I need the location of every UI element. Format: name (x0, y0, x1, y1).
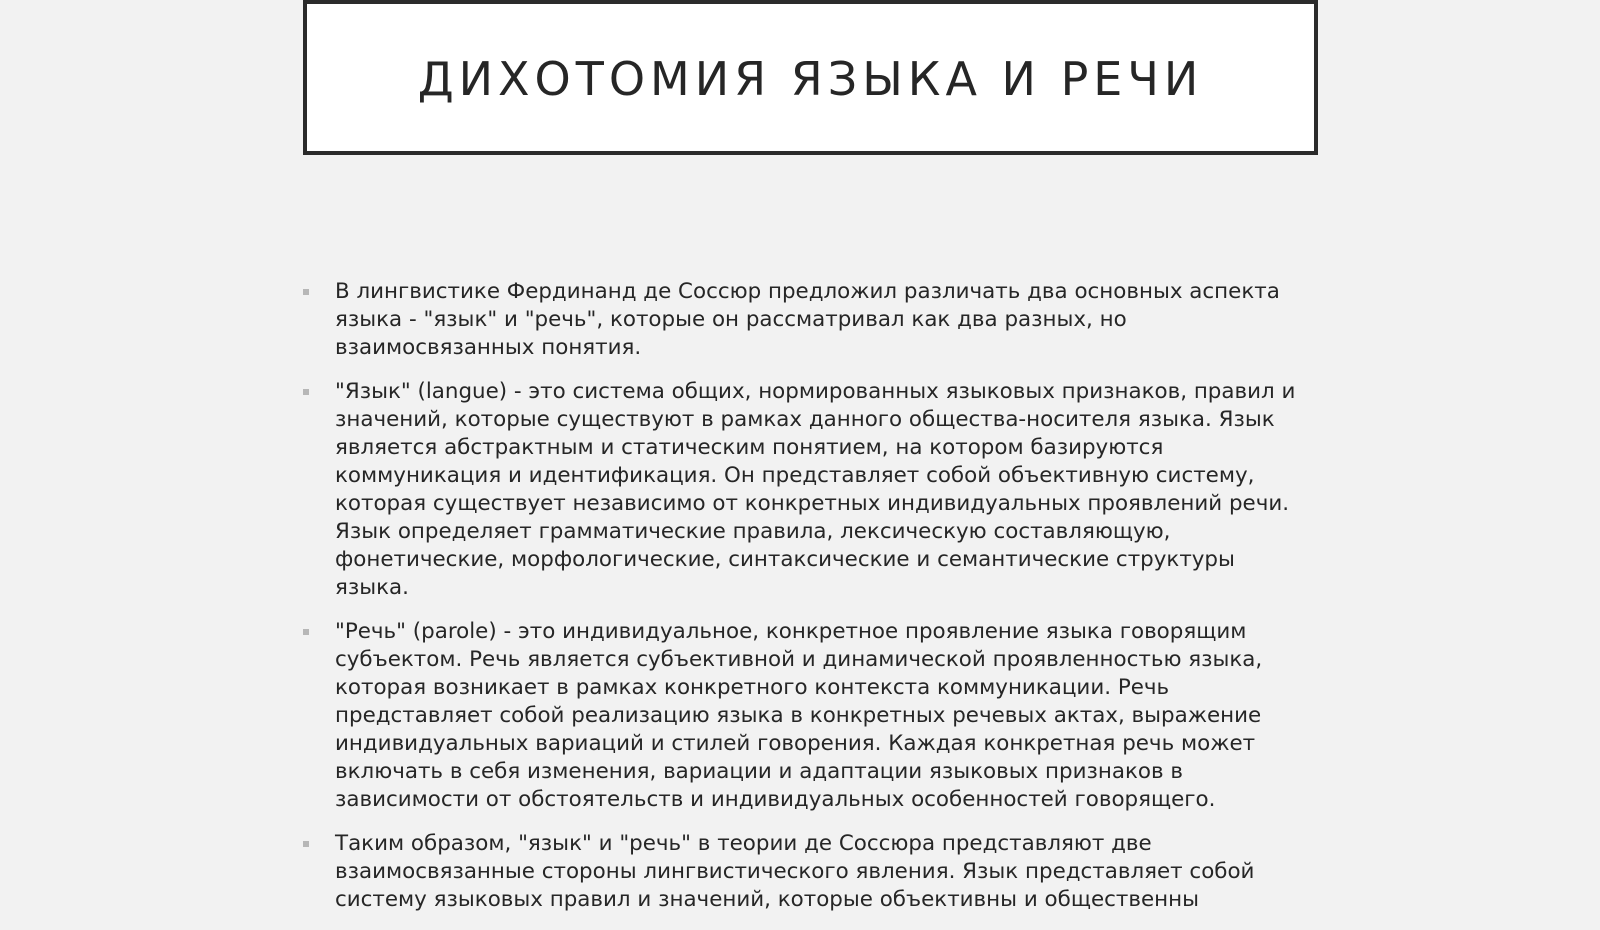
bullet-text: В лингвистике Фердинанд де Соссюр предложил различать два основных аспекта языка - "язык" и "речь", которые он рассматривал как два разных, но взаимосвязанных понятия. (335, 279, 1280, 360)
bullet-item (303, 830, 1303, 914)
bullet-marker (303, 629, 309, 635)
bullet-text: "Язык" (langue) - это система общих, нормированных языковых признаков, правил и значений, которые существуют в рамках данного общества-носителя языка. Язык является абстрактным и статическим понятием, на котором базируются коммуникация и идентификация. Он представляет собой объективную систему, которая существует независимо от конкретных индивидуальных проявлений речи. Язык определяет грамматические правила, лексическую составляющую, фонетические, морфологические, синтаксические и семантические структуры языка. (335, 379, 1296, 600)
bullet-item (303, 378, 1303, 602)
bullet-marker (303, 841, 309, 847)
bullet-text: Таким образом, "язык" и "речь" в теории де Соссюра представляют две взаимосвязанные стороны лингвистического явления. Язык представляет собой систему языковых правил и значений, которые объективны и общественны (335, 831, 1255, 912)
bullet-marker (303, 389, 309, 395)
bullet-list (303, 278, 1303, 930)
bullet-item (303, 278, 1303, 362)
title-box (303, 0, 1318, 155)
bullet-text: "Речь" (parole) - это индивидуальное, конкретное проявление языка говорящим субъектом. Речь является субъективной и динамической проявленностью языка, которая возникает в рамках конкретного контекста коммуникации. Речь представляет собой реализацию языка в конкретных речевых актах, выражение индивидуальных вариаций и стилей говорения. Каждая конкретная речь может включать в себя изменения, вариации и адаптации языковых признаков в зависимости от обстоятельств и индивидуальных особенностей говорящего. (335, 619, 1263, 812)
bullet-marker (303, 289, 309, 295)
bullet-item (303, 618, 1303, 814)
slide-title: ДИХОТОМИЯ ЯЗЫКА И РЕЧИ (417, 51, 1204, 106)
